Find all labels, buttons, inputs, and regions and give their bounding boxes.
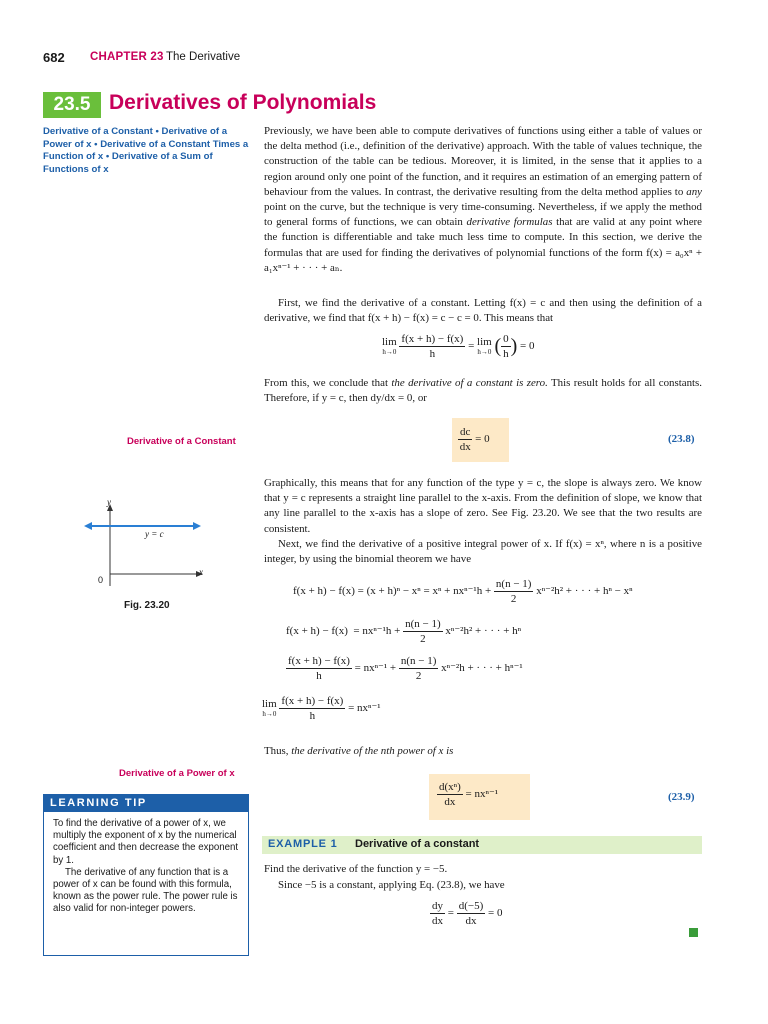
limit-operator-2: lim h→0 xyxy=(477,335,492,356)
constant-limit-equation: lim h→0 $\frac{f(x + h) - f(x)}{h}$ = lim h→0 ( $\frac{0}{h}$ ) = 0 xyxy=(382,333,535,360)
binomial-equation-3: $\frac{f(x + h) - f(x)}{h}$ = nxⁿ⁻¹ + $\frac{n(n - 1)}{2}$ xⁿ⁻²h + · · · + hⁿ⁻¹ xyxy=(288,655,523,682)
side-label-derivative-constant: Derivative of a Constant xyxy=(127,436,236,447)
binomial-equation-2: f(x + h) − f(x) = nxⁿ⁻¹h + $\frac{n(n - 1)}{2}$ xⁿ⁻²h² + · · · + hⁿ xyxy=(286,618,522,645)
fig-line-arrow-left xyxy=(84,522,92,530)
intro-text-c: that are valid at any point where the function is differentiable and take much less time to compute. In this section, we derive the formulas that are used for finding the derivatives of polynomial functions of the form xyxy=(264,216,702,259)
chapter-title: The Derivative xyxy=(166,51,241,63)
figure-caption: Fig. 23.20 xyxy=(124,600,170,611)
side-label-derivative-power: Derivative of a Power of x xyxy=(119,768,235,779)
example-line-1: Find the derivative of the function y = −5. xyxy=(264,863,448,875)
intro-text-b: point on the curve, but the technique is very time-consuming. Nevertheless, if we apply the method to general forms of functions, we can obtain xyxy=(264,201,702,229)
graphical-paragraph: Graphically, this means that for any function of the type y = c, the slope is always zero. We know that y = c represents a straight line parallel to the x-axis. From the definition of slope, we know that any line parallel to the x-axis has a slope of zero. See Fig. 23.20. We see that the two results are consistent. xyxy=(264,477,702,535)
section-title: Derivatives of Polynomials xyxy=(109,91,377,114)
power-conclusion-paragraph: Thus, the derivative of the nth power of x is xyxy=(264,745,454,757)
fig-origin-label: 0 xyxy=(98,575,104,585)
constant-paragraph: First, we find the derivative of a constant. Letting f(x) = c and then using the definition of a derivative, we find that f(x + h) − f(x) = c − c = 0. This means that xyxy=(264,297,702,325)
intro-paragraph xyxy=(264,124,702,276)
equation-number-23-8: (23.8) xyxy=(668,433,695,445)
learning-tip-paragraph-2: The derivative of any function that is a power of x can be found with this formula, known as the power rule. The power rule is also valid for non-integer powers. xyxy=(53,866,238,915)
example-label: EXAMPLE 1 xyxy=(268,838,338,850)
equation-number-23-9: (23.9) xyxy=(668,791,695,803)
learning-tip-paragraph-1: To find the derivative of a power of x, we multiply the exponent of x by the numerical coefficient and then decrease the exponent by 1. xyxy=(53,818,239,866)
binomial-equation-1: f(x + h) − f(x) = (x + h)ⁿ − xⁿ = xⁿ + nxⁿ⁻¹h + $\frac{n(n - 1)}{2}$ xⁿ⁻²h² + · · · + hⁿ − xⁿ xyxy=(293,578,633,605)
page-number: 682 xyxy=(43,50,65,65)
power-formula: $\frac{\text{d(xⁿ)}}{dx}$ = nxⁿ⁻¹ xyxy=(439,781,499,808)
constant-rule-emph: the derivative of a constant is zero. xyxy=(391,377,548,389)
learning-tip-body xyxy=(53,818,245,916)
example-equation: $\frac{dy}{dx}$ = $\frac{d(-5)}{dx}$ = 0 xyxy=(432,900,503,927)
polynomial-form: f(x) = a₀xⁿ + a₁xⁿ⁻¹ + · · · + aₙ. xyxy=(264,246,702,274)
section-topics: Derivative of a Constant • Derivative of a Power of x • Derivative of a Constant Times a Function of x • Derivative of a Sum of Functions of x xyxy=(43,126,249,175)
power-rule-emph: the derivative of the nth power of x is xyxy=(291,745,454,757)
fig-line-label: y = c xyxy=(145,529,164,539)
example-end-marker xyxy=(689,928,698,937)
zero-over-h: $\frac{0}{h}$ xyxy=(503,333,509,360)
fig-line-arrow-right xyxy=(193,522,201,530)
difference-quotient: $\frac{f(x + h) - f(x)}{h}$ xyxy=(401,333,464,360)
intro-text-a: Previously, we have been able to compute derivatives of functions using either a table of values or the delta method (i.e., definition of the derivative) approach. With the table of values technique, the construction of the table can be tedious. Moreover, it is limited, in the sense that it applies to a region around only one point of the function, and it requires an estimation of an emerging pattern of behaviour from the values. In contrast, the derivative resulting from the delta method applies to xyxy=(264,125,702,198)
learning-tip-header: LEARNING TIP xyxy=(44,795,248,812)
power-intro-paragraph: Next, we find the derivative of a positive integral power of x. If f(x) = xⁿ, where n is a positive integer, by using the binomial theorem we have xyxy=(264,538,702,566)
limit-operator: lim h→0 xyxy=(382,335,397,356)
fig-x-label: x xyxy=(199,567,203,577)
intro-emph-formulas: derivative formulas xyxy=(466,216,553,229)
constant-formula: $\frac{dc}{dx}$ = 0 xyxy=(459,426,490,453)
intro-emph-any: any xyxy=(686,185,702,198)
example-title: Derivative of a constant xyxy=(355,838,480,850)
fig-y-label: y xyxy=(107,497,111,507)
section-number-badge: 23.5 xyxy=(43,92,101,118)
example-line-2: Since −5 is a constant, applying Eq. (23.8), we have xyxy=(278,879,505,891)
binomial-limit-equation: lim h→0 $\frac{f(x + h) - f(x)}{h}$ = nxⁿ⁻¹ xyxy=(262,695,381,722)
chapter-label: CHAPTER 23 xyxy=(90,51,164,63)
constant-conclusion-paragraph: From this, we conclude that the derivative of a constant is zero. This result holds for all constants. Therefore, if y = c, then dy/dx = 0, or xyxy=(264,377,703,405)
